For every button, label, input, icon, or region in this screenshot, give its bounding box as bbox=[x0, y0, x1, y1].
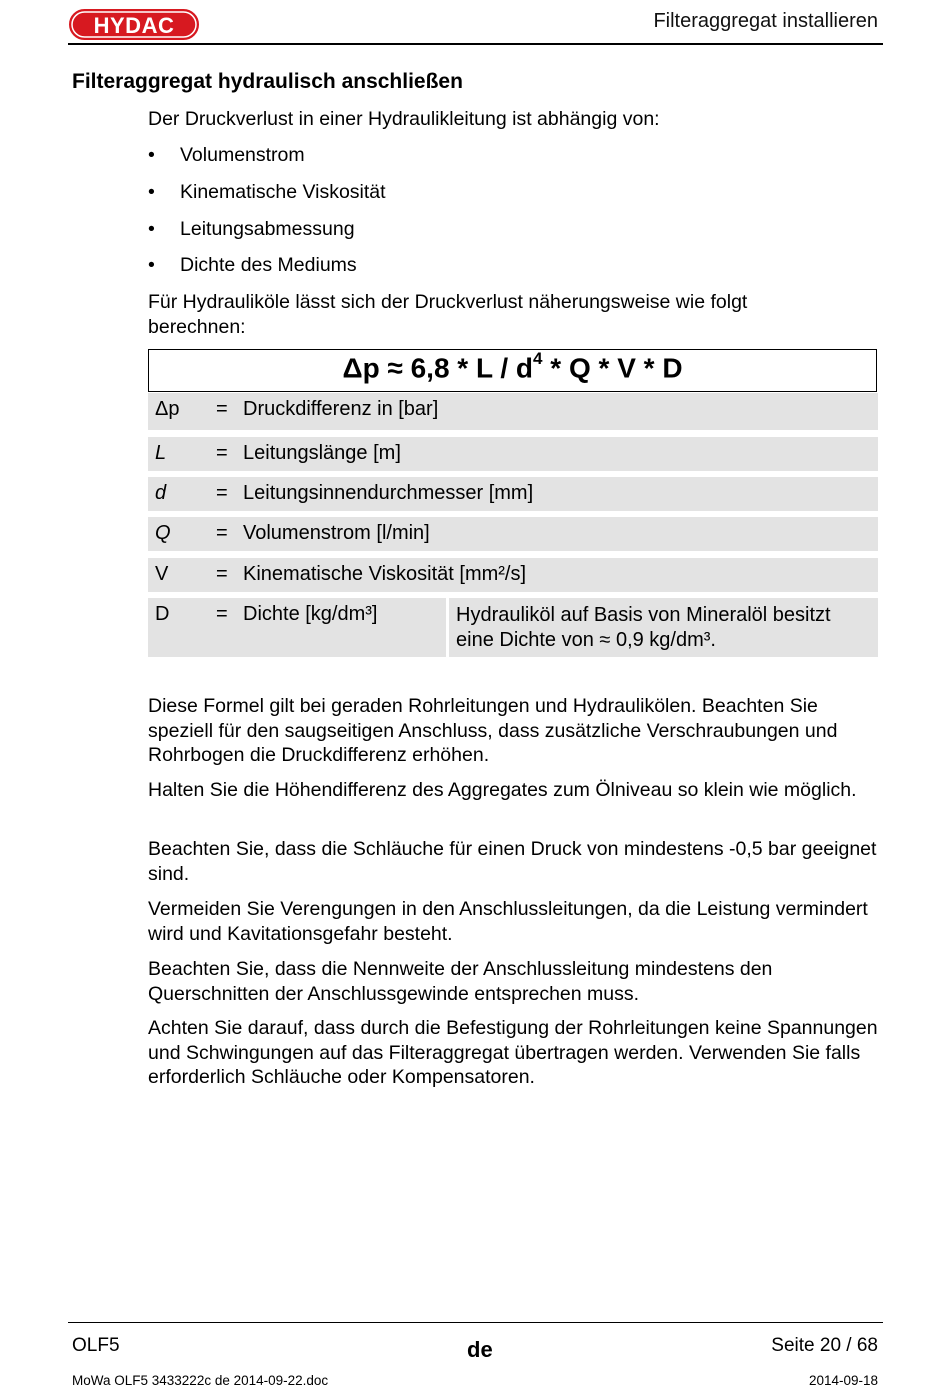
paragraph: Achten Sie darauf, dass durch die Befestigung der Rohrleitungen keine Spannungen und Schwingungen auf das Filteraggregat übertragen werden. Verwenden Sie falls erforderlich Schläuche oder Kompensatoren. bbox=[148, 1017, 878, 1088]
cell-divider bbox=[446, 598, 449, 657]
footer-date: 2014-09-18 bbox=[808, 1373, 878, 1388]
variable-description: Volumenstrom [l/min] bbox=[243, 522, 430, 544]
variable-symbol: L bbox=[155, 442, 167, 464]
equals-sign: = bbox=[216, 603, 228, 625]
footer-document-name: MoWa OLF5 3433222c de 2014-09-22.doc bbox=[72, 1373, 329, 1388]
variable-description: Leitungslänge [m] bbox=[243, 442, 401, 464]
paragraph: Diese Formel gilt bei geraden Rohrleitungen und Hydraulikölen. Beachten Sie speziell für den saugseitigen Anschluss, dass zusätzliche Verschraubungen und Rohrbogen die Druckdifferenz erhöhen. bbox=[148, 695, 838, 766]
variable-symbol: D bbox=[155, 603, 170, 625]
table-row bbox=[148, 598, 878, 657]
header-title: Filteraggregat installieren bbox=[653, 10, 878, 32]
svg-text:HYDAC: HYDAC bbox=[93, 13, 175, 38]
paragraph: Halten Sie die Höhendifferenz des Aggregates zum Ölniveau so klein wie möglich. bbox=[148, 779, 857, 801]
variable-description: Leitungsinnendurchmesser [mm] bbox=[243, 482, 534, 504]
equals-sign: = bbox=[216, 522, 228, 544]
table-row bbox=[148, 517, 878, 551]
equals-sign: = bbox=[216, 398, 228, 420]
bullet-icon: • bbox=[148, 181, 155, 203]
variable-description: Druckdifferenz in [bar] bbox=[243, 398, 439, 420]
variable-symbol: Δp bbox=[155, 398, 180, 420]
footer-page-number: Seite 20 / 68 bbox=[771, 1335, 878, 1356]
footer-divider bbox=[68, 1322, 883, 1323]
paragraph: Vermeiden Sie Verengungen in den Anschlussleitungen, da die Leistung vermindert wird und Kavitationsgefahr besteht. bbox=[148, 898, 868, 945]
equals-sign: = bbox=[216, 482, 228, 504]
variable-note: Hydrauliköl auf Basis von Mineralöl besitzt eine Dichte von ≈ 0,9 kg/dm³. bbox=[456, 604, 831, 651]
table-row bbox=[148, 477, 878, 511]
variable-symbol: d bbox=[155, 482, 167, 504]
paragraph: Beachten Sie, dass die Nennweite der Anschlussleitung mindestens den Querschnitten der Anschlussgewinde entsprechen muss. bbox=[148, 958, 773, 1005]
footer-product: OLF5 bbox=[72, 1335, 120, 1356]
footer-language: de bbox=[467, 1337, 493, 1362]
bullet-icon: • bbox=[148, 254, 155, 276]
equals-sign: = bbox=[216, 442, 228, 464]
paragraph: Beachten Sie, dass die Schläuche für einen Druck von mindestens -0,5 bar geeignet sind. bbox=[148, 838, 877, 885]
table-row bbox=[148, 437, 878, 471]
table-row bbox=[148, 558, 878, 592]
intro-text: Der Druckverlust in einer Hydraulikleitung ist abhängig von: bbox=[148, 108, 660, 130]
formula-box bbox=[148, 349, 877, 392]
formula-intro: Für Hydrauliköle lässt sich der Druckverlust näherungsweise wie folgt berechnen: bbox=[148, 291, 748, 338]
header-divider bbox=[68, 43, 883, 45]
section-title: Filteraggregat hydraulisch anschließen bbox=[72, 70, 463, 93]
variable-symbol: Q bbox=[155, 522, 171, 544]
table-row bbox=[148, 393, 878, 430]
variable-description: Dichte [kg/dm³] bbox=[243, 603, 378, 625]
bullet-icon: • bbox=[148, 144, 155, 166]
hydac-logo bbox=[68, 8, 200, 41]
bullet-icon: • bbox=[148, 218, 155, 240]
variable-symbol: V bbox=[155, 563, 169, 585]
formula: $\Delta p \approx 6,8 * L / d^4 * Q * V * D$ bbox=[342, 349, 683, 384]
equals-sign: = bbox=[216, 563, 228, 585]
variable-description: Kinematische Viskosität [mm²/s] bbox=[243, 563, 527, 585]
